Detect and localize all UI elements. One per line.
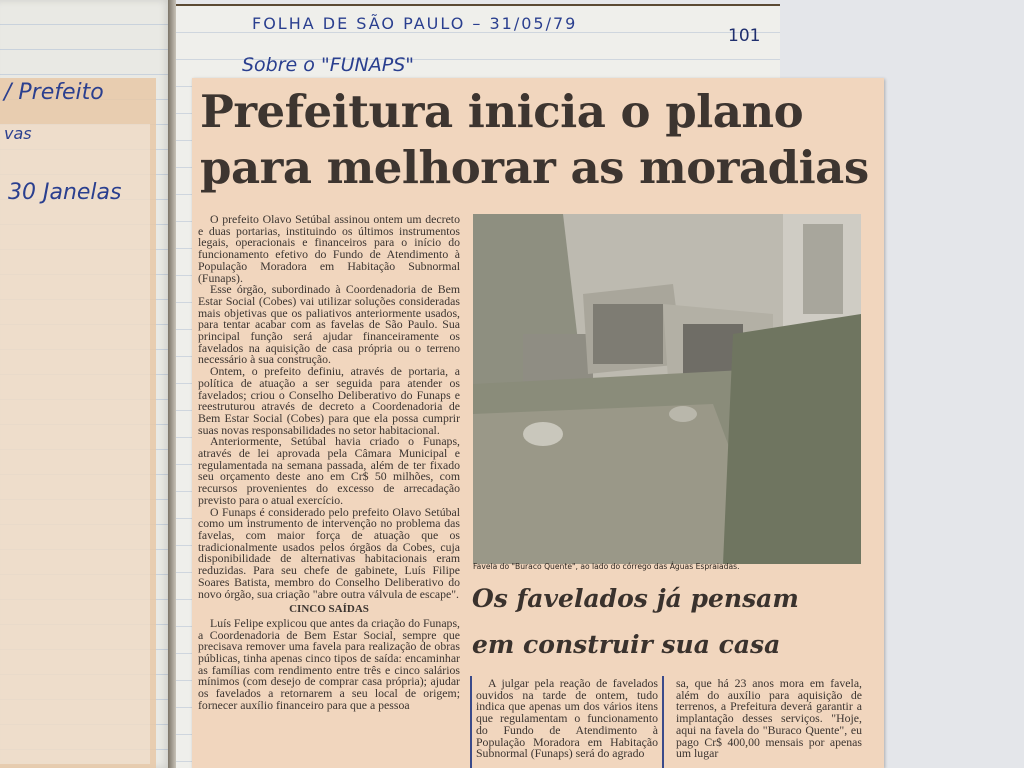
article-paragraph: Luís Felipe explicou que antes da criação do Funaps, a Coordenadoria de Bem Estar Social, sempre que precisava remover uma favela para realização de obras públicas, tinha apenas cinco tipos de saída: encaminhar as famílias com rendimento entre três e cinco salários mínimos (com desejo de comprar casa própria); ajudar os favelados a retornarem a seu local de origem; fornecer auxílio financeiro para que a pessoa (198, 615, 460, 712)
left-handwritten-note-1: / Prefeito (4, 80, 104, 105)
favela-photo (473, 214, 861, 564)
left-page-clipping-inner (0, 124, 150, 764)
article-paragraph: Esse órgão, subordinado à Coordenadoria de Bem Estar Social (Cobes) vai utilizar soluções consideradas mais objetivas que os paliativos anteriormente usados, para tentar acabar com as favelas de São Paulo. Sua principal função será ajudar financeiramente os favelados na aquisição de casa própria ou o terreno necessário à sua construção. (198, 282, 460, 367)
handwritten-bracket-right (658, 676, 664, 768)
headline-line-2: para melhorar as moradias (200, 141, 869, 194)
article-column-2 (476, 678, 658, 768)
subhead-line-1: Os favelados já pensam (472, 584, 799, 613)
notebook-spine (168, 0, 176, 768)
article-column-3 (676, 678, 862, 768)
article-column-1 (198, 214, 460, 766)
notebook-left-page (0, 0, 172, 768)
handwritten-topic-note: Sobre o "FUNAPS" (242, 54, 414, 76)
subhead-line-2: em construir sua casa (472, 630, 781, 659)
article-paragraph: sa, que há 23 anos mora em favela, além do auxílio para aquisição de terrenos, a Prefeitura deverá garantir a implantação desses serviços. "Hoje, aqui na favela do "Buraco Quente", eu pago Cr$ 400,00 mensais por apenas um lugar (676, 678, 862, 761)
photo-caption: Favela do "Buraco Quente", ao lado do córrego das Águas Espraiadas. (473, 562, 740, 571)
article-headline (200, 84, 876, 196)
newspaper-clipping (192, 78, 884, 768)
article-paragraph: A julgar pela reação de favelados ouvidos na tarde de ontem, tudo indica que apenas um dos vários itens que regulamentam o funcionamento do Fundo de Atendimento à População Moradora em Habitação Subnormal (Funaps) será do agrado (476, 678, 658, 761)
article-paragraph: Ontem, o prefeito definiu, através de portaria, a política de atuação a ser seguida para atender os favelados; criou o Conselho Deliberativo do Funaps e reestruturou através de decreto a Coordenadoria de Bem Estar Social (Cobes) para que ela possa cumprir suas novas responsabilidades no setor habitacional. (198, 364, 460, 437)
handwritten-source-note: FOLHA DE SÃO PAULO – 31/05/79 (252, 14, 578, 33)
left-handwritten-note-3: 30 Janelas (8, 180, 122, 205)
left-handwritten-note-2: vas (4, 124, 32, 143)
headline-line-1: Prefeitura inicia o plano (200, 85, 804, 138)
page-number: 101 (728, 26, 761, 46)
favela-photo-illustration (473, 214, 861, 564)
article-paragraph: O Funaps é considerado pelo prefeito Olavo Setúbal como um instrumento de intervenção no problema das favelas, com maior força de atuação que os tradicionalmente usados pelos órgãos da Cobes, cuja disponibilidade de alternativas habitacionais eram reduzidas. Para seu chefe de gabinete, Luís Filipe Soares Batista, membro do Conselho Deliberativo do novo órgão, sua criação "abre outra válvula de escape". (198, 504, 460, 601)
article-paragraph: Anteriormente, Setúbal havia criado o Funaps, através de lei aprovada pela Câmara Municipal e regulamentada na semana passada, além de ter fixado seu orçamento deste ano em Cr$ 50 milhões, com recursos provenientes do excesso de arrecadação previsto para o atual exercício. (198, 434, 460, 507)
article-paragraph: O prefeito Olavo Setúbal assinou ontem um decreto e duas portarias, instituindo os últimos instrumentos legais, operacionais e financeiros para o início do funcionamento efetivo do Fundo de Atendimento à População Moradora em Habitação Subnormal (Funaps). (198, 214, 460, 285)
section-title: CINCO SAÍDAS (289, 603, 369, 616)
